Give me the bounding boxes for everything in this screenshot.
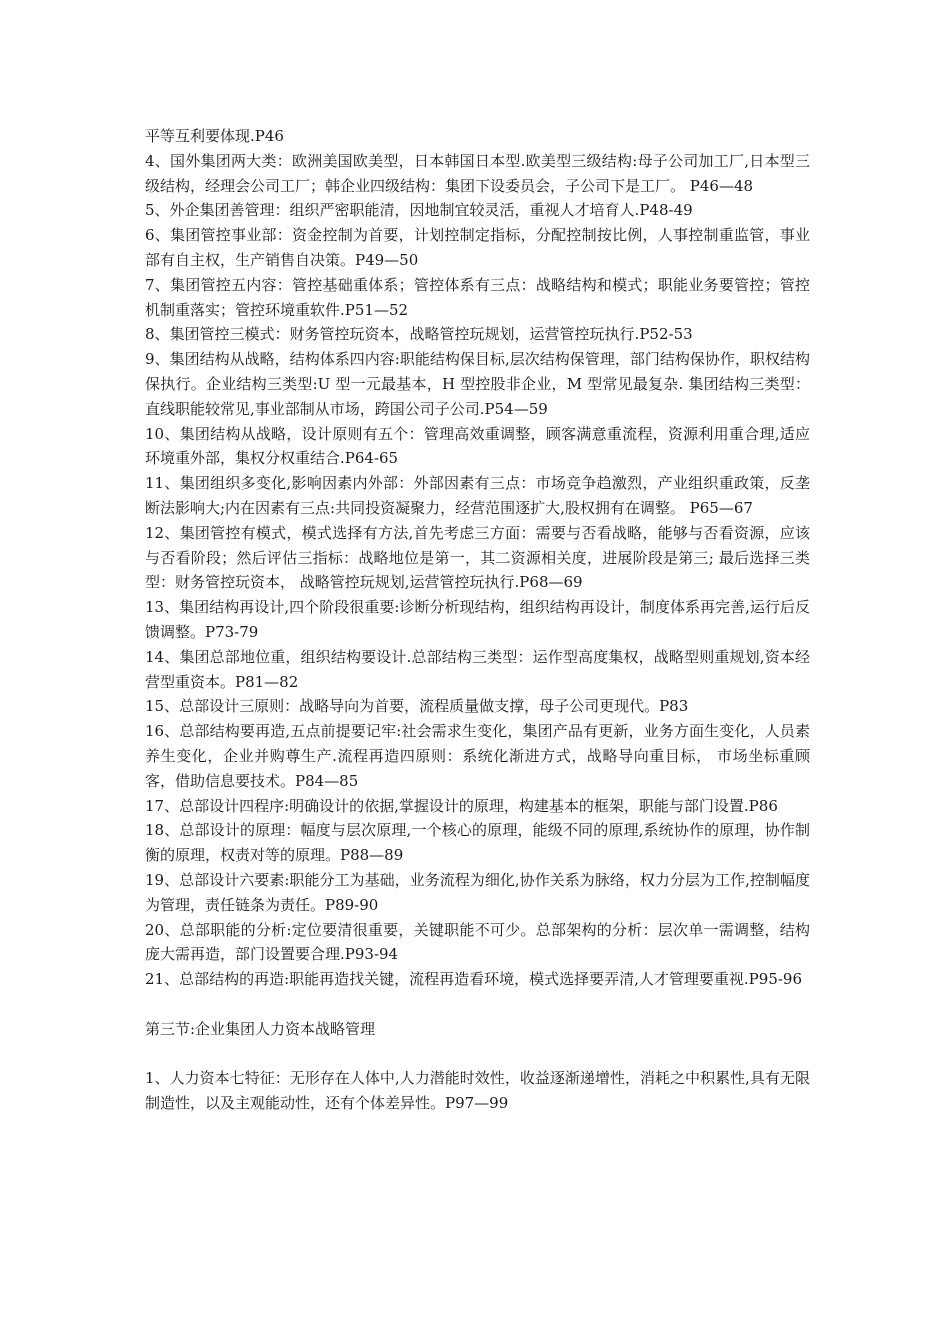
list-item: 18、总部设计的原理：幅度与层次原理,一个核心的原理，能级不同的原理,系统协作的原理，协作制衡的原理，权责对等的原理。P88—89 [145,821,810,865]
list-item: 17、总部设计四程序:明确设计的依据,掌握设计的原理，构建基本的框架，职能与部门设置.P86 [145,796,778,815]
list-item: 5、外企集团善管理：组织严密职能清，因地制宜较灵活，重视人才培育人.P48-49 [145,201,693,220]
list-item: 20、总部职能的分析:定位要清很重要，关键职能不可少。总部架构的分析：层次单一需调整，结构庞大需再造，部门设置要合理.P93-94 [145,920,810,964]
list-item: 16、总部结构要再造,五点前提要记牢:社会需求生变化，集团产品有更新，业务方面生变化，人员素养生变化，企业并购尊生产.流程再造四原则：系统化渐进方式，战略导向重目标， 市场坐标重顾客，借助信息要技术。P84—85 [145,722,810,790]
list-item: 平等互利要体现.P46 [145,127,284,145]
list-item: 19、总部设计六要素:职能分工为基础，业务流程为细化,协作关系为脉络，权力分层为工作,控制幅度为管理，责任链条为责任。P89-90 [145,870,810,914]
document-page [145,124,810,1116]
spacer [145,992,810,1017]
list-item: 9、集团结构从战略，结构体系四内容:职能结构保目标,层次结构保管理，部门结构保协作，职权结构保执行。企业结构三类型:U 型一元最基本，H 型控股非企业，M 型常见最复杂. 集团结构三类型：直线职能较常见,事业部制从市场，跨国公司子公司.P54—59 [145,350,810,418]
list-item: 1、人力资本七特征：无形存在人体中,人力潜能时效性，收益逐渐递增性，消耗之中积累性,具有无限制造性，以及主观能动性，还有个体差异性。P97—99 [145,1069,810,1113]
list-item: 14、集团总部地位重，组织结构要设计.总部结构三类型：运作型高度集权，战略型则重规划,资本经营型重资本。P81—82 [145,647,810,691]
list-item: 10、集团结构从战略，设计原则有五个：管理高效重调整，顾客满意重流程，资源利用重合理,适应环境重外部，集权分权重结合.P64-65 [145,424,810,468]
list-item: 4、国外集团两大类：欧洲美国欧美型，日本韩国日本型.欧美型三级结构:母子公司加工厂,日本型三级结构，经理会公司工厂；韩企业四级结构：集团下设委员会，子公司下是工厂。 P46—48 [145,151,810,195]
list-item: 11、集团组织多变化,影响因素内外部：外部因素有三点：市场竞争趋激烈，产业组织重政策，反垄断法影响大;内在因素有三点:共同投资凝聚力，经营范围逐扩大,股权拥有在调整。 P65—67 [145,474,810,517]
section-heading: 第三节:企业集团人力资本战略管理 [145,1019,376,1038]
list-item: 13、集团结构再设计,四个阶段很重要:诊断分析现结构，组织结构再设计，制度体系再完善,运行后反馈调整。P73-79 [145,598,810,641]
list-item: 21、总部结构的再造:职能再造找关键，流程再造看环境，模式选择要弄清,人才管理要重视.P95-96 [145,970,803,989]
list-item: 7、集团管控五内容：管控基础重体系；管控体系有三点：战略结构和模式；职能业务要管控；管控机制重落实；管控环境重软件.P51—52 [145,275,810,319]
spacer [145,1041,810,1066]
list-item: 15、总部设计三原则：战略导向为首要，流程质量做支撑，母子公司更现代。P83 [145,697,689,716]
list-item: 12、集团管控有模式，模式选择有方法,首先考虑三方面：需要与否看战略，能够与否看资源，应该与否看阶段；然后评估三指标：战略地位是第一，其二资源相关度，进展阶段是第三; 最后选择三类型：财务管控玩资本， 战略管控玩规划,运营管控玩执行.P68—69 [145,523,810,592]
list-item: 6、集团管控事业部：资金控制为首要，计划控制定指标，分配控制按比例，人事控制重监管，事业部有自主权，生产销售自决策。P49—50 [145,226,810,269]
list-item: 8、集团管控三模式：财务管控玩资本，战略管控玩规划，运营管控玩执行.P52-53 [145,325,693,344]
